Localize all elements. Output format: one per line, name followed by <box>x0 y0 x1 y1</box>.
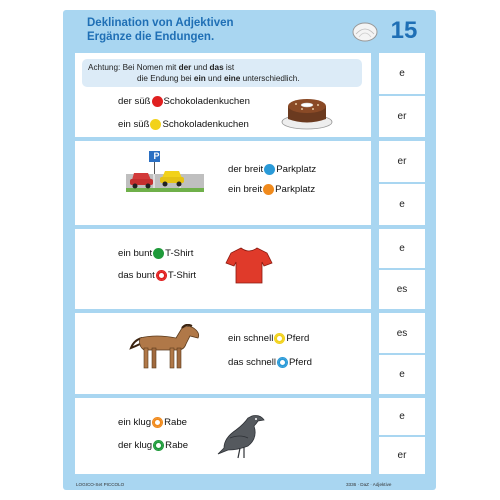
phrase-row: ein breit Parkplatz <box>228 184 316 195</box>
phrase-row: ein klug Rabe <box>118 417 188 428</box>
answer-text: er <box>397 156 407 167</box>
phrase-row: ein süß Schokoladenkuchen <box>118 119 249 130</box>
answer-text: e <box>399 243 405 254</box>
answer-text: e <box>399 199 405 210</box>
horse-icon <box>128 324 204 372</box>
answer-text: er <box>397 111 407 122</box>
phrase-row: der breit Parkplatz <box>228 164 317 175</box>
tshirt-icon <box>225 245 273 285</box>
note-line-2: die Endung bei ein und eine unterschiedlich. <box>137 74 300 83</box>
color-dot[interactable] <box>153 440 164 451</box>
color-dot[interactable] <box>152 417 163 428</box>
color-dot[interactable] <box>152 96 163 107</box>
answer-cell[interactable] <box>379 229 425 268</box>
phrase-row: das schnell Pferd <box>228 357 312 368</box>
answer-text: e <box>399 411 405 422</box>
note-line-1: Achtung: Bei Nomen mit der und das ist <box>88 63 235 72</box>
answer-cell[interactable] <box>379 437 425 474</box>
parking-sign-letter: P <box>153 151 160 161</box>
answer-cell[interactable] <box>379 398 425 435</box>
panel-parking <box>75 141 371 225</box>
answer-cell[interactable] <box>379 53 425 94</box>
answer-cell[interactable] <box>379 96 425 137</box>
color-dot[interactable] <box>274 333 285 344</box>
color-dot[interactable] <box>150 119 161 130</box>
color-dot[interactable] <box>156 270 167 281</box>
title-line-1: Deklination von Adjektiven <box>87 17 234 29</box>
answer-cell[interactable] <box>379 270 425 309</box>
note-box <box>82 59 362 87</box>
phrase-row: der süß Schokoladenkuchen <box>118 96 250 107</box>
answer-text: es <box>396 327 408 339</box>
card-title <box>87 16 234 44</box>
answer-cell[interactable] <box>379 355 425 394</box>
color-dot[interactable] <box>153 248 164 259</box>
answer-cell[interactable] <box>379 184 425 225</box>
answer-text: er <box>397 450 407 461</box>
color-dot[interactable] <box>277 357 288 368</box>
card-number: 15 <box>390 17 418 44</box>
answer-cell[interactable] <box>379 141 425 182</box>
raven-icon <box>214 408 268 462</box>
phrase-row: das bunt T-Shirt <box>118 270 197 281</box>
phrase-row: ein bunt T-Shirt <box>118 248 194 259</box>
answer-text: e <box>399 369 405 380</box>
title-line-2: Ergänze die Endungen. <box>87 31 215 43</box>
cake-icon <box>280 92 335 132</box>
answer-cell[interactable] <box>379 313 425 353</box>
parking-lot-icon <box>124 148 206 194</box>
footer-left: LOGICO-Set PICCOLO <box>76 482 125 487</box>
panel-horse <box>75 313 371 394</box>
panel-tshirt <box>75 229 371 309</box>
answer-text: es <box>396 284 408 295</box>
shell-icon <box>350 20 380 44</box>
phrase-row: der klug Rabe <box>118 440 189 451</box>
color-dot[interactable] <box>264 164 275 175</box>
color-dot[interactable] <box>263 184 274 195</box>
phrase-row: ein schnell Pferd <box>228 333 310 344</box>
footer-right: 3336 · DaZ · Adjektive <box>346 482 392 487</box>
answer-text: e <box>399 68 405 79</box>
